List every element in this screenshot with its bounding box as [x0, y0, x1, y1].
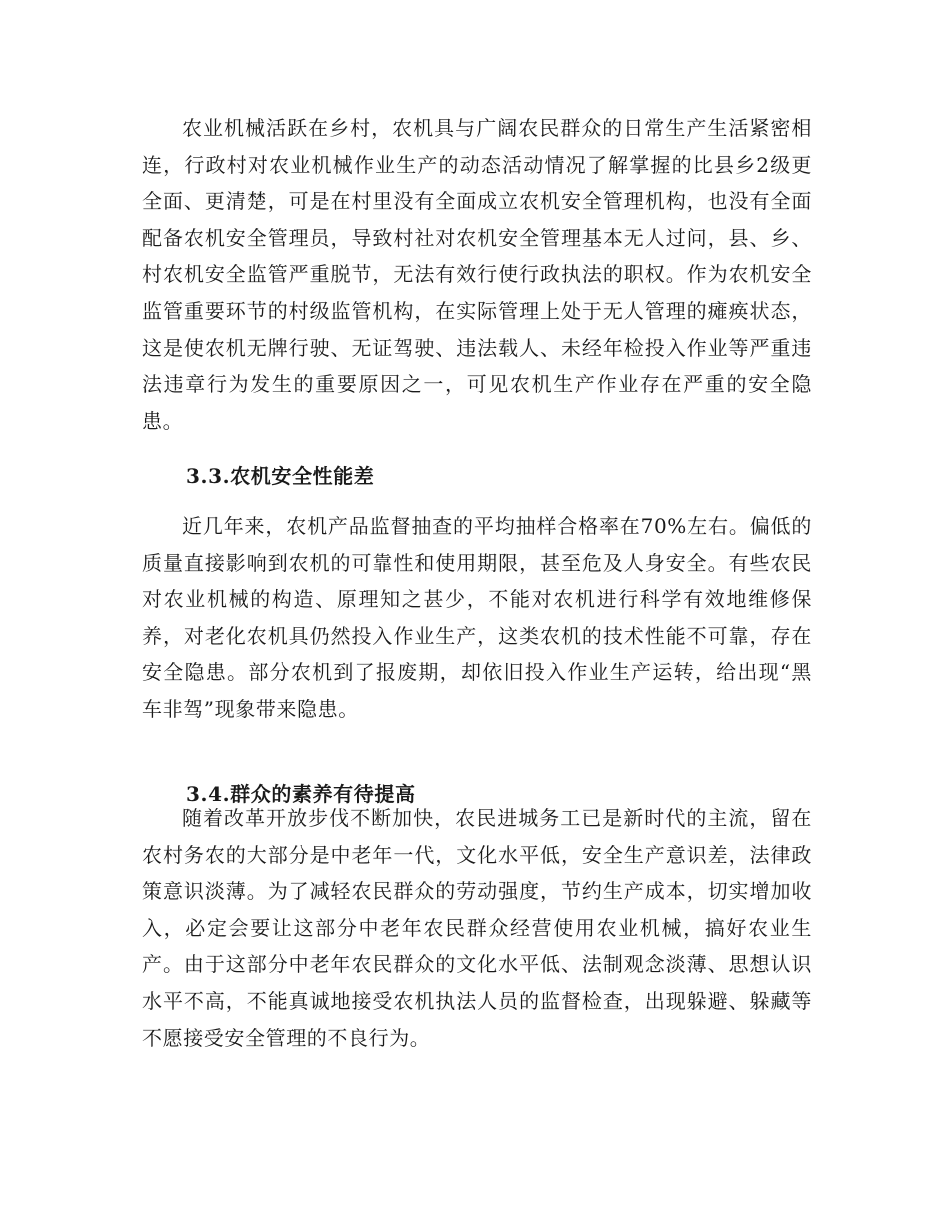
paragraph-text: 农业机械活跃在乡村，农机具与广阔农民群众的日常生产生活紧密相连，行政村对农业机械作业生产的动态活动情况了解掌握的比县乡2级更全面、更清楚，可是在村里没有全面成立农机安全管理机构，也没有全面配备农机安全管理员，导致村社对农机安全管理基本无人过问，县、乡、村农机安全监管严重脱节，无法有效行使行政执法的职权。作为农机安全监管重要环节的村级监管机构，在实际管理上处于无人管理的瘫痪状态，这是使农机无牌行驶、无证驾驶、违法载人、未经年检投入作业等严重违法违章行为发生的重要原因之一，可见农机生产作业存在严重的安全隐患。: [142, 116, 812, 433]
paragraph-text: 近几年来，农机产品监督抽查的平均抽样合格率在70%左右。偏低的质量直接影响到农机的可靠性和使用期限，甚至危及人身安全。有些农民对农业机械的构造、原理知之甚少，不能对农机进行科学有效地维修保养，对老化农机具仍然投入作业生产，这类农机的技术性能不可靠，存在安全隐患。部分农机到了报废期，却依旧投入作业生产运转，给出现“黑车非驾”现象带来隐患。: [142, 514, 812, 721]
paragraph-village-supervision: [142, 110, 812, 439]
paragraph-public-literacy: [142, 800, 812, 1056]
paragraph-text: 随着改革开放步伐不断加快，农民进城务工已是新时代的主流，留在农村务农的大部分是中老年一代，文化水平低，安全生产意识差，法律政策意识淡薄。为了减轻农民群众的劳动强度，节约生产成本，切实增加收入，必定会要让这部分中老年农民群众经营使用农业机械，搞好农业生产。由于这部分中老年农民群众的文化水平低、法制观念淡薄、思想认识水平不高，不能真诚地接受农机执法人员的监督检查，出现躲避、躲藏等不愿接受安全管理的不良行为。: [142, 806, 812, 1050]
section-heading-3-4: 3.4.群众的素养有待提高: [186, 782, 416, 806]
paragraph-machine-safety: [142, 508, 812, 728]
section-heading-3-3: 3.3.农机安全性能差: [186, 464, 375, 488]
